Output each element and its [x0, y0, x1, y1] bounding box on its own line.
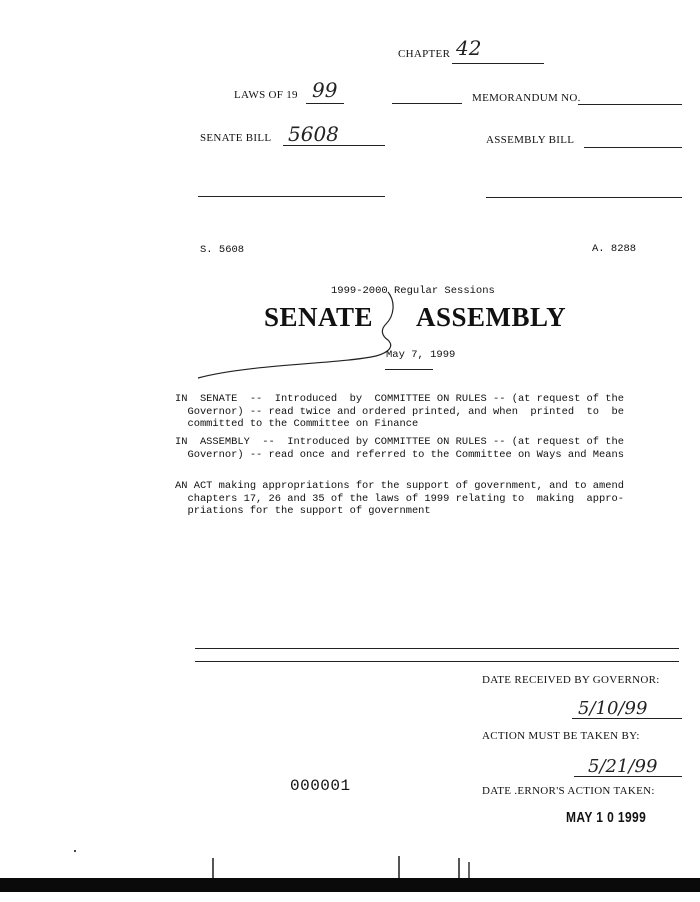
laws-year-line [306, 103, 344, 104]
hand-drawn-divider [190, 290, 410, 390]
senate-bill-number: S. 5608 [200, 244, 245, 256]
blank-line-right [486, 197, 682, 198]
date-action-label: DATE .ERNOR'S ACTION TAKEN: [482, 785, 655, 797]
chapter-value: 42 [456, 36, 482, 60]
memorandum-label: MEMORANDUM NO. [472, 92, 581, 104]
laws-year-value: 99 [312, 78, 338, 102]
footer-rule-1 [195, 648, 679, 649]
title-date: May 7, 1999 [386, 349, 456, 361]
senate-intro-line2: Governor) -- read twice and ordered printed, and when printed to be [175, 405, 624, 418]
scan-streak [468, 862, 470, 878]
chapter-label: CHAPTER [398, 48, 451, 60]
blank-line-left [198, 196, 385, 197]
memorandum-line [578, 104, 682, 105]
scan-streak [212, 858, 214, 878]
senate-bill-label: SENATE BILL [200, 132, 272, 144]
laws-label: LAWS OF 19 [234, 89, 298, 101]
scan-streak [398, 856, 400, 878]
date-received-line [572, 718, 682, 719]
scan-speck [74, 850, 76, 852]
scan-edge-band [0, 878, 700, 892]
footer-rule-2 [195, 661, 679, 662]
assembly-bill-label: ASSEMBLY BILL [486, 134, 575, 146]
act-line2: chapters 17, 26 and 35 of the laws of 1999 relating to making appro- [175, 492, 624, 505]
page-number: 000001 [290, 777, 351, 795]
chapter-line [452, 63, 544, 64]
scan-streak [458, 858, 460, 878]
senate-intro-line1: IN SENATE -- Introduced by COMMITTEE ON RULES -- (at request of the [175, 393, 624, 405]
assembly-intro-line2: Governor) -- read once and referred to the Committee on Ways and Means [175, 448, 624, 461]
act-line1: AN ACT making appropriations for the support of government, and to amend [175, 480, 624, 492]
assembly-title: ASSEMBLY [416, 302, 567, 332]
page-margin-bottom [0, 892, 700, 902]
senate-bill-value: 5608 [288, 122, 339, 146]
assembly-bill-number: A. 8288 [592, 243, 637, 255]
assembly-intro-line1: IN ASSEMBLY -- Introduced by COMMITTEE ON RULES -- (at request of the [175, 436, 624, 448]
date-received-value: 5/10/99 [578, 698, 648, 719]
senate-bill-line [283, 145, 385, 146]
action-must-label: ACTION MUST BE TAKEN BY: [482, 730, 640, 742]
action-must-value: 5/21/99 [588, 756, 658, 777]
assembly-bill-line [584, 147, 682, 148]
date-received-label: DATE RECEIVED BY GOVERNOR: [482, 674, 660, 686]
blank-line [392, 103, 462, 104]
date-underline [385, 369, 433, 370]
session-line: 1999-2000 Regular Sessions [331, 285, 495, 297]
act-line3: priations for the support of government [175, 505, 431, 517]
received-date-stamp: MAY 1 0 1999 [566, 809, 647, 826]
action-must-line [574, 776, 682, 777]
senate-title: SENATE [264, 302, 374, 332]
senate-intro-line3: committed to the Committee on Finance [175, 418, 419, 430]
